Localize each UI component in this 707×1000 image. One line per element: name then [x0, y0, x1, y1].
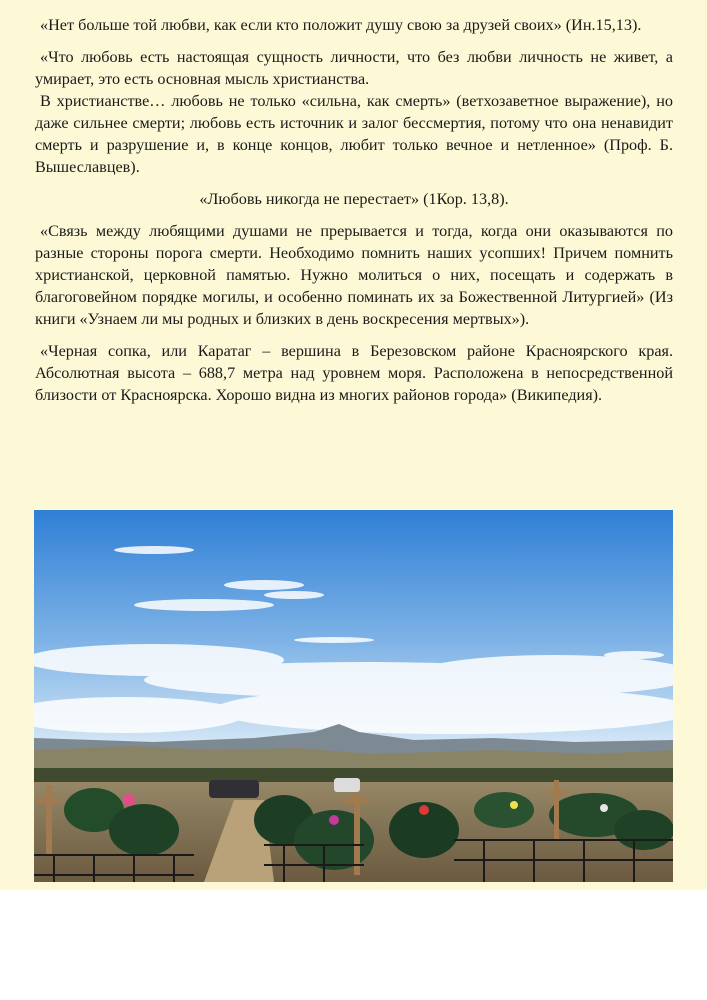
cemetery-photo-drawing — [34, 510, 673, 882]
quote-vysheslavtsev-part-1: «Что любовь есть настоящая сущность личности, что без любви личность не живет, а умирает, это есть основная мысль христианства. — [35, 48, 673, 88]
text-column — [35, 14, 673, 416]
cemetery-photo — [34, 510, 673, 882]
quote-wikipedia: «Черная сопка, или Каратаг – вершина в Березовском районе Красноярского края. Абсолютная высота – 688,7 метра над уровнем моря. Расположена в непосредственной близости от Красноярска. Хорошо видна из многих районов города» (Википедия). — [35, 342, 673, 404]
quote-corinthians: «Любовь никогда не перестает» (1Кор. 13,8). — [199, 190, 509, 208]
quote-book: «Связь между любящими душами не прерывается и тогда, когда они оказываются по разные стороны порога смерти. Необходимо помнить наших усопших! Причем помнить христианской, церковной памятью. Нужно молиться о них, посещать и содержать в благоговейном порядке могилы, и особенно поминать их за Божественной Литургией» (Из книги «Узнаем ли мы родных и близких в день воскресения мертвых»). — [35, 222, 673, 328]
white-car — [334, 778, 360, 792]
car — [209, 780, 259, 798]
quote-vysheslavtsev-part-2: В христианстве… любовь не только «сильна, как смерть» (ветхозаветное выражение), но даже сильнее смерти; любовь есть источник и залог бессмертия, потому что она ненавидит смерть и разрушение и, в конце концов, любит только вечное и нетленное» (Проф. Б. Вышеславцев). — [35, 92, 673, 176]
quote-john: «Нет больше той любви, как если кто положит душу свою за друзей своих» (Ин.15,13). — [40, 16, 642, 34]
quote-vysheslavtsev — [35, 46, 673, 178]
